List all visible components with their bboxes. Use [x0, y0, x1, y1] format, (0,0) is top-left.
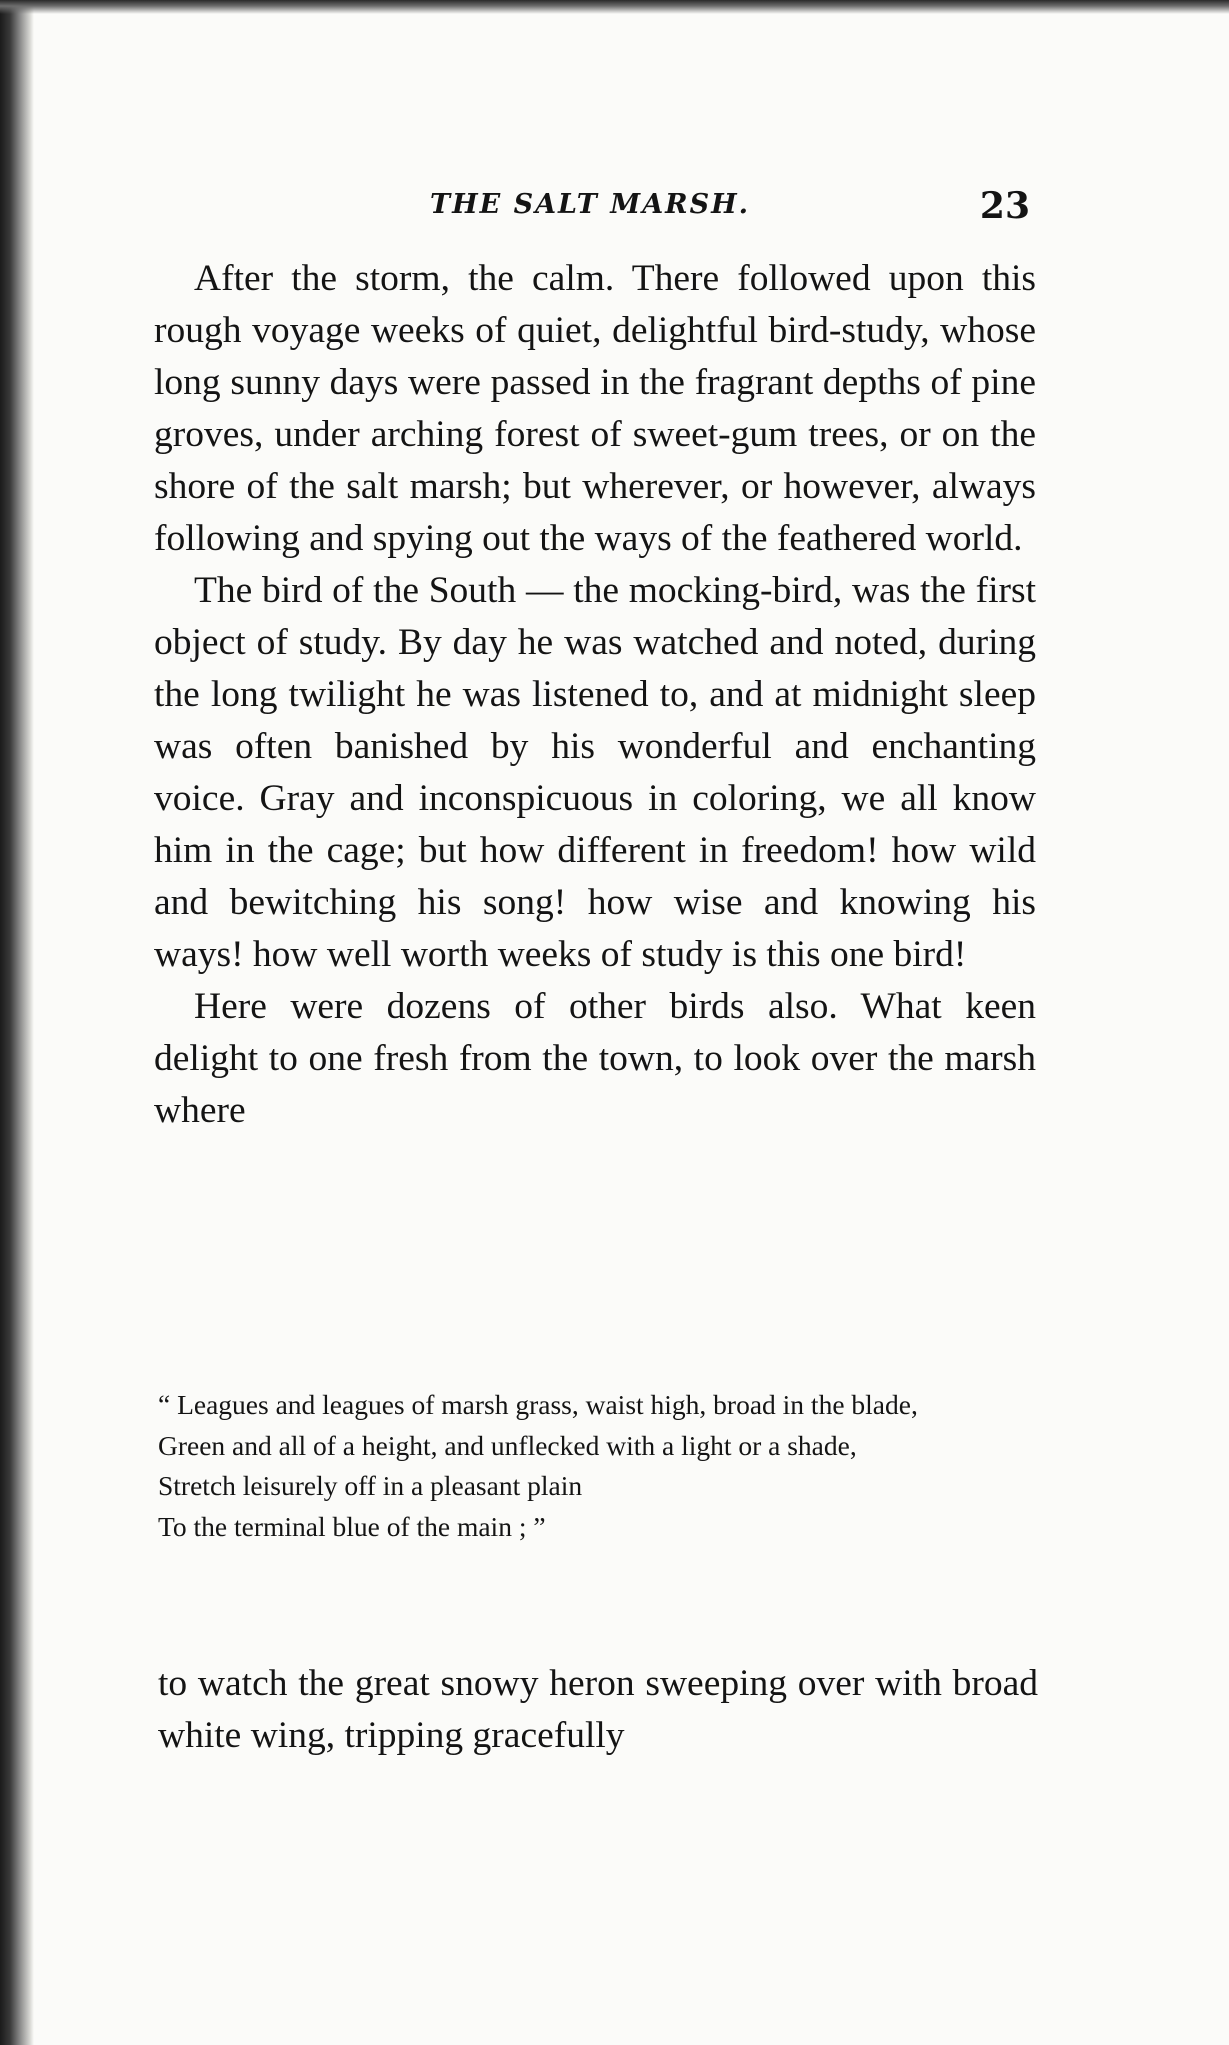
- paragraph: After the storm, the calm. There followed upon this rough voyage weeks of quiet, delightful bird-study, whose long sunny days were passed in the fragrant depths of pine groves, under arching forest of sweet-gum trees, or on the shore of the salt marsh; but wherever, or however, always following and spying out the ways of the feathered world.: [154, 258, 1036, 559]
- verse-quotation: [158, 1385, 1040, 1547]
- verse-line: To the terminal blue of the main ; ”: [158, 1510, 546, 1542]
- page-header: [150, 185, 1040, 235]
- page-number: 23: [979, 185, 1030, 227]
- verse-line: Stretch leisurely off in a pleasant plain: [158, 1470, 583, 1501]
- paragraph: Here were dozens of other birds also. What keen delight to one fresh from the town, to look over the marsh where: [154, 986, 1036, 1131]
- top-page-edge: [0, 0, 1229, 14]
- running-head: THE SALT MARSH.: [430, 189, 750, 220]
- verse-line: “ Leagues and leagues of marsh grass, waist high, broad in the blade,: [158, 1389, 918, 1420]
- continuation-text: [158, 1658, 1038, 1762]
- main-text: [154, 253, 1036, 1137]
- binding-edge: [0, 0, 34, 2045]
- verse-line: Green and all of a height, and unflecked with a light or a shade,: [158, 1429, 857, 1461]
- paragraph: to watch the great snowy heron sweeping over with broad white wing, tripping gracefully: [158, 1663, 1038, 1756]
- paragraph: The bird of the South — the mocking-bird, was the first object of study. By day he was watched and noted, during the long twilight he was listened to, and at midnight sleep was often banished by his wonderful and enchanting voice. Gray and inconspicuous in coloring, we all know him in the cage; but how different in freedom! how wild and bewitching his song! how wise and knowing his ways! how well worth weeks of study is this one bird!: [154, 570, 1036, 975]
